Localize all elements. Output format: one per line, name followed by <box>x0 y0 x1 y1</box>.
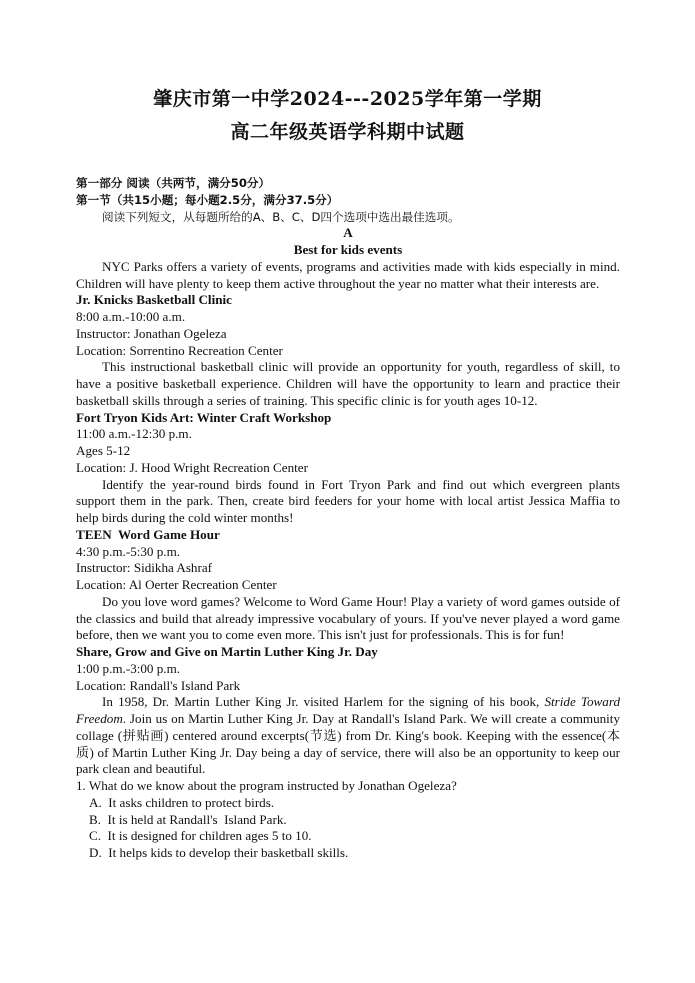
question-stem: 1. What do we know about the program instructed by Jonathan Ogeleza? <box>76 778 457 793</box>
event-location: Location: Sorrentino Recreation Center <box>76 342 283 358</box>
event-description: Identify the year-round birds found in Fort Tryon Park and find out which evergreen plants support them in the park. Then, create bird feeders for your home with local artist Jessica Maffia to help birds during the cold winter months! <box>76 476 620 525</box>
part-heading: 第一部分 阅读（共两节，满分50分） <box>76 176 271 190</box>
exam-title-line1: 肇庆市第一中学2024---2025学年第一学期 <box>153 88 542 110</box>
passage-title: Best for kids events <box>293 242 403 257</box>
question-1 <box>76 778 620 862</box>
event-title: Jr. Knicks Basketball Clinic <box>76 292 232 308</box>
event-ages: Ages 5-12 <box>76 443 131 458</box>
event-instructor: Instructor: Jonathan Ogeleza <box>76 325 227 341</box>
event-instructor: Instructor: Sidikha Ashraf <box>76 560 213 576</box>
section-heading: 第一节（共15小题；每小题2.5分，满分37.5分） <box>76 192 339 207</box>
event-location: Location: Randall's Island Park <box>76 677 241 693</box>
event-time: 4:30 p.m.-5:30 p.m. <box>76 543 181 559</box>
event-description: This instructional basketball clinic will provide an opportunity for youth, regardless of skill, to have a positive basketball experience. Children will have the opportunity to learn and practice their basketball skills through a series of training. This specific clinic is for youth ages 10-12. <box>76 359 620 408</box>
event-title: TEEN Word Game Hour <box>76 526 220 542</box>
event-title: Share, Grow and Give on Martin Luther King Jr. Day <box>76 644 378 659</box>
option-c: C. It is designed for children ages 5 to 10. <box>89 828 312 844</box>
event-time: 1:00 p.m.-3:00 p.m. <box>76 660 181 676</box>
description-part: . Join us on Martin Luther King Jr. Day at Randall's Island Park. We will create a community collage (拼贴画) centered around excerpts(节选) from Dr. King's book. Keeping with the essence(本质) of Martin Luther King Jr. Day being a day of service, there will also be an opportunity to keep our park clean and beautiful. <box>76 711 620 777</box>
event-block-1 <box>76 292 620 409</box>
event-block-2 <box>76 410 620 527</box>
event-location: Location: J. Hood Wright Recreation Center <box>76 459 308 475</box>
option-a: A. It asks children to protect birds. <box>89 794 275 810</box>
passage-intro: NYC Parks offers a variety of events, programs and activities made with kids especially in mind. Children will have plenty to keep them active throughout the year no matter what their interests are. <box>76 258 620 291</box>
option-d: D. It helps kids to develop their basketball skills. <box>89 845 349 860</box>
exam-title-line2: 高二年级英语学科期中试题 <box>230 121 465 143</box>
event-block-4 <box>76 644 620 778</box>
event-location: Location: Al Oerter Recreation Center <box>76 577 277 592</box>
event-block-3 <box>76 527 620 644</box>
event-description <box>76 694 620 778</box>
event-time: 11:00 a.m.-12:30 p.m. <box>76 426 192 442</box>
event-title: Fort Tryon Kids Art: Winter Craft Workshop <box>76 409 332 425</box>
exam-body <box>76 175 620 862</box>
event-description: Do you love word games? Welcome to Word Game Hour! Play a variety of word games outside of the classics and build that already impressive vocabulary of yours. If you've never played a word game before, then we want you to come even more. This isn't just for professionals. This is for fun! <box>76 593 620 643</box>
event-time: 8:00 a.m.-10:00 a.m. <box>76 309 186 324</box>
passage-letter: A <box>343 225 353 241</box>
instruction-text: 阅读下列短文，从每题所给的A、B、C、D四个选项中选出最佳选项。 <box>102 209 460 224</box>
description-part: In 1958, Dr. Martin Luther King Jr. visited Harlem for the signing of his book, <box>102 694 545 710</box>
book-title: Stride Toward Freedom <box>76 694 620 726</box>
option-b: B. It is held at Randall's Island Park. <box>89 811 287 827</box>
